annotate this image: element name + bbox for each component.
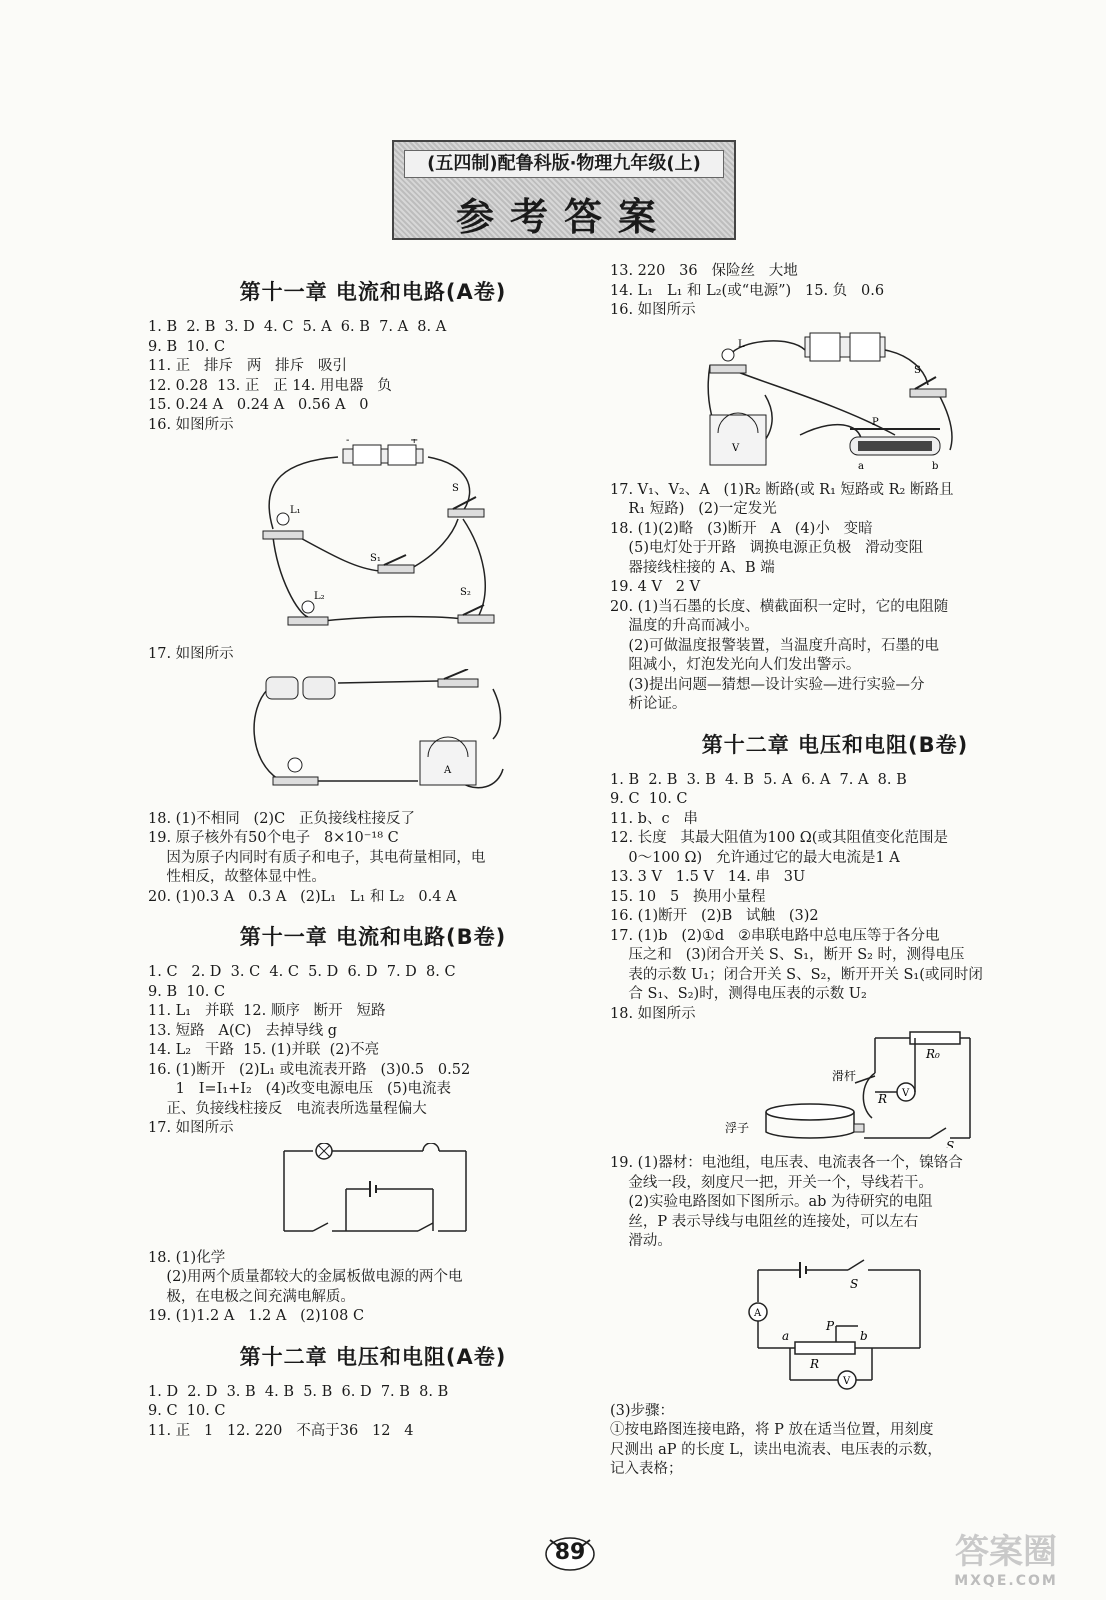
section-title: 第十一章 电流和电路(B卷) [239,925,507,949]
minus-label: - [346,439,350,446]
answer-line: 18. (1)(2)略 (3)断开 A (4)小 变暗 [610,520,873,537]
terminal-a-label: a [858,460,864,472]
answer-block [610,262,1060,321]
answer-line: 16. 如图所示 [610,302,696,318]
answer-line: 20. (1)当石墨的长度、横截面积一定时，它的电阻随 [610,598,949,615]
answer-line: 9. B 10. C [148,983,226,1000]
answer-line: 16. (1)断开 (2)B 试触 (3)2 [610,908,819,924]
circuit-figure-b18 [610,1028,1060,1148]
switch-s-label: S [850,1276,859,1291]
answer-block [610,481,1060,715]
watermark-url: MXQE.COM [954,1573,1058,1589]
answer-line: (2)可做温度报警装置，当温度升高时，石墨的电 [610,637,939,654]
answer-line: 记入表格； [610,1461,683,1477]
answer-line: 11. L₁ 并联 12. 顺序 断开 短路 [148,1003,386,1019]
answer-line: R₁ 短路) (2)一定发光 [610,501,777,517]
answer-line: 1 I=I₁+I₂ (4)改变电源电压 (5)电流表 [148,1081,452,1097]
float-label: 浮子 [725,1121,750,1135]
answer-line: 17. (1)b (2)①d ②串联电路中总电压等于各分电 [610,927,940,944]
watermark [916,1524,1096,1594]
lamp-l2-label: L₂ [314,591,325,602]
terminal-b-label: b [860,1328,868,1343]
r-label: R [878,1092,888,1106]
answer-line: 20. (1)0.3 A 0.3 A (2)L₁ L₁ 和 L₂ 0.4 A [148,888,457,905]
section-title: 第十二章 电压和电阻(A卷) [239,1344,507,1369]
answer-line: 11. 正 排斥 两 排斥 吸引 [148,358,347,374]
answer-line: 滑动。 [610,1233,672,1249]
switch-s-label: S [946,1139,955,1148]
answer-line: 19. (1)1.2 A 1.2 A (2)108 C [148,1308,365,1324]
switch-s-label: S [914,364,921,376]
answer-line: ①按电路图连接电路，将 P 放在适当位置，用刻度 [610,1422,934,1438]
switch-s2-label: S₂ [460,587,471,598]
answer-block [148,810,598,908]
answer-line: 15. 10 5 换用小量程 [610,888,766,905]
answer-line: 9. C 10. C [610,791,688,807]
answer-header [392,140,736,240]
page-footer [540,1532,600,1572]
right-column [610,262,1060,1480]
answer-line: 19. 4 V 2 V [610,579,701,595]
answer-line: 1. C 2. D 3. C 4. C 5. D 6. D 7. D 8. C [148,964,456,980]
answer-line: 压之和 (3)闭合开关 S、S₁，断开 S₂ 时，测得电压 [610,947,965,963]
answer-line: 析论证。 [610,696,687,712]
circuit-figure-16 [148,439,598,639]
answer-line: 12. 0.28 13. 正 正 14. 用电器 负 [148,377,392,394]
answer-line: 11. 正 1 12. 220 不高于36 12 4 [148,1422,414,1439]
ammeter-label: A [754,1307,762,1319]
answer-line: 13. 3 V 1.5 V 14. 串 3U [610,869,806,885]
switch-s1-label: S₁ [370,553,381,564]
answer-block [610,1402,1060,1480]
answer-line: 13. 220 36 保险丝 大地 [610,263,798,279]
answer-line: 因为原子内同时有质子和电子，其电荷量相同，电 [148,849,486,866]
answer-line: 13. 短路 A(C) 去掉导线 g [148,1022,338,1039]
voltmeter-label: V [843,1375,851,1387]
answer-line: 1. D 2. D 3. B 4. B 5. B 6. D 7. B 8. B [148,1383,449,1400]
voltmeter-label: V [732,442,740,454]
header-subtitle: (五四制)配鲁科版·物理九年级(上) [404,150,724,178]
answer-line: (3)提出问题—猜想—设计实验—进行实验—分 [610,676,925,693]
page-number: 89 [554,1540,586,1565]
answer-line: (2)实验电路图如下图所示。ab 为待研究的电阻 [610,1194,933,1210]
circuit-figure-r16 [610,325,1060,475]
answer-line: 19. (1)器材：电池组，电压表、电流表各一个，镍铬合 [610,1155,963,1171]
answer-line: 12. 长度 其最大阻值为100 Ω(或其阻值变化范围是 [610,830,948,846]
lamp-l-label: L [738,338,745,350]
slider-p-label: P [872,416,879,428]
answer-block [148,963,598,1139]
answer-block [610,771,1060,1025]
answer-line: 15. 0.24 A 0.24 A 0.56 A 0 [148,397,369,413]
answer-line: 19. 原子核外有50个电子 8×10⁻¹⁸ C [148,830,399,846]
answer-line: 丝，P 表示导线与电阻丝的连接处，可以左右 [610,1213,919,1230]
header-title: 参考答案 [455,195,672,239]
answer-line: 性相反，故整体显中性。 [148,869,326,885]
answer-line: 阻减小，灯泡发光向人们发出警示。 [610,657,861,673]
answer-line: 11. b、c 串 [610,810,698,827]
watermark-title: 答案圈 [955,1532,1057,1572]
circuit-figure-b19 [610,1256,1060,1396]
answer-line: 极，在电极之间充满电解质。 [148,1288,355,1305]
answer-block [148,318,598,435]
terminal-b-label: b [932,460,939,472]
slider-p-label: P [826,1318,835,1333]
left-column [148,262,598,1441]
answer-block [148,1249,598,1327]
r0-label: R₀ [926,1047,940,1061]
answer-line: 16. (1)断开 (2)L₁ 或电流表开路 (3)0.5 0.52 [148,1061,471,1078]
lamp-l1-label: L₁ [290,505,301,516]
answer-line: 0～100 Ω) 允许通过它的最大电流是1 A [610,849,900,866]
answer-line: (3)步骤： [610,1402,675,1419]
answer-line: 器接线柱接的 A、B 端 [610,559,775,576]
answer-line: 17. 如图所示 [148,1120,234,1136]
answer-line: 14. L₁ L₁ 和 L₂(或“电源”) 15. 负 0.6 [610,282,885,299]
section-title: 第十一章 电流和电路(A卷) [239,280,507,304]
ammeter-label: A [444,764,452,776]
terminal-a-label: a [782,1328,790,1343]
answer-line: 温度的升高而减小。 [610,618,759,634]
answer-line: 正、负接线柱接反 电流表所选量程偏大 [148,1100,427,1117]
switch-s-label: S [452,483,459,494]
answer-line: 合 S₁、S₂)时，测得电压表的示数 U₂ [610,986,867,1002]
plus-label: + [410,439,419,446]
circuit-figure-17 [148,669,598,804]
voltmeter-label: V [902,1088,910,1099]
answer-line: (2)用两个质量都较大的金属板做电源的两个电 [148,1269,463,1285]
section-title: 第十二章 电压和电阻(B卷) [701,732,969,757]
answer-line: 18. 如图所示 [610,1005,696,1022]
answer-line: 17. V₁、V₂、A (1)R₂ 断路(或 R₁ 短路或 R₂ 断路且 [610,481,954,498]
answer-line: 14. L₂ 干路 15. (1)并联 (2)不亮 [148,1042,380,1058]
answer-line: 尺测出 aP 的长度 L，读出电流表、电压表的示数， [610,1441,942,1458]
answer-line: 18. (1)化学 [148,1249,226,1266]
answer-line: 18. (1)不相同 (2)C 正负接线柱接反了 [148,810,415,827]
answer-line: 9. B 10. C [148,338,226,355]
answer-line: 表的示数 U₁；闭合开关 S、S₂，断开开关 S₁(或同时闭 [610,966,983,983]
answer-line: 17. 如图所示 [148,646,234,662]
answer-line: 1. B 2. B 3. B 4. B 5. A 6. A 7. A 8. B [610,771,907,788]
answer-block [610,1154,1060,1252]
answer-line: 9. C 10. C [148,1403,226,1419]
answer-block [148,1383,598,1442]
slide-rod-label: 滑杆 [832,1069,857,1083]
answer-line: 16. 如图所示 [148,416,234,433]
answer-line: 1. B 2. B 3. D 4. C 5. A 6. B 7. A 8. A [148,319,447,335]
circuit-figure-b17 [148,1143,598,1243]
r-label: R [810,1356,820,1371]
answer-line: 金线一段，刻度尺一把，开关一个，导线若干。 [610,1174,933,1191]
answer-line: (5)电灯处于开路 调换电源正负极 滑动变阻 [610,540,924,556]
